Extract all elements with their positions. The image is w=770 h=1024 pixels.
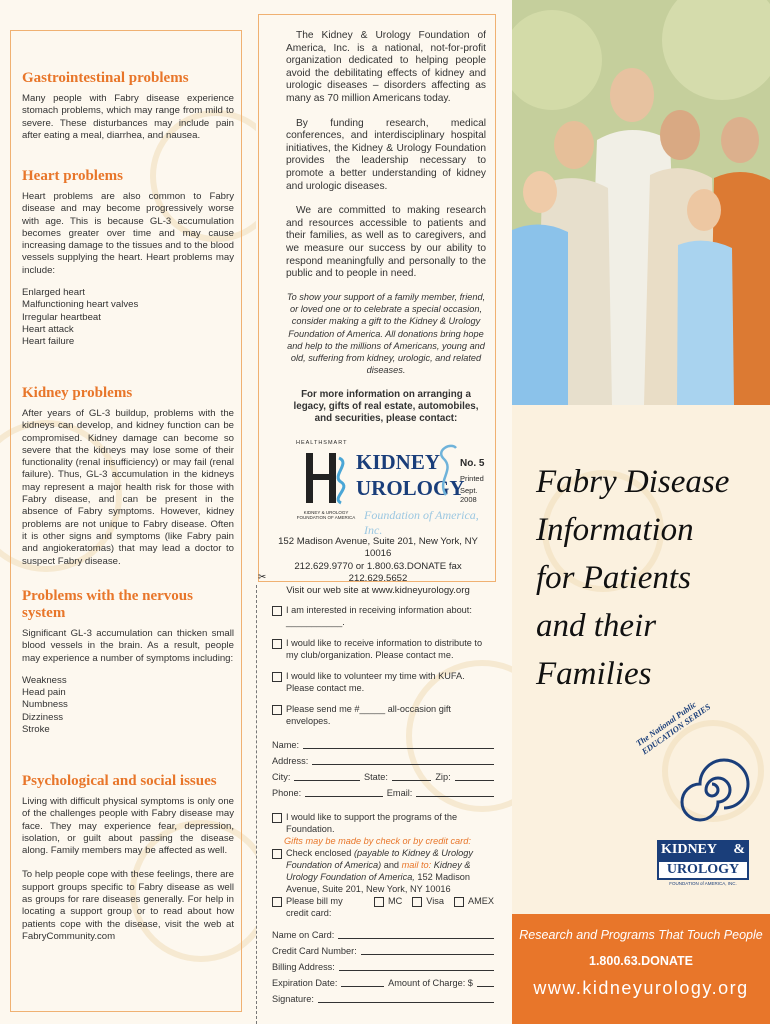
symptom-list (22, 675, 234, 736)
field-label: Amount of Charge: $ (388, 978, 473, 988)
list-item: Dizziness (22, 711, 64, 723)
section-heart (22, 168, 234, 349)
scissors-icon: ✂ (258, 572, 267, 583)
intro-paragraph: The Kidney & Urology Foundation of America, Inc. is a national, not-for-profit organization dedicated to helping people avoid the debilitating effects of kidney and urologic diseases – disorders affecting as many as 70 million Americans today. (286, 30, 486, 104)
donate-phone: 1.800.63.DONATE (589, 954, 693, 968)
visa-label: Visa (426, 896, 444, 906)
logo-kidney-bar (657, 840, 749, 860)
tagline: Research and Programs That Touch People (519, 928, 763, 942)
logo-amp: & (733, 842, 745, 857)
checkbox-label: Please send me #_____ all-occasion gift envelopes. (286, 704, 451, 726)
signature-field[interactable] (272, 993, 494, 1005)
form-checkbox-row[interactable] (272, 604, 494, 628)
contact-fields (272, 739, 494, 799)
list-item: Heart attack (22, 323, 74, 335)
checkbox[interactable] (272, 672, 282, 682)
field-label: Name on Card: (272, 930, 335, 940)
middle-panel (256, 0, 512, 1024)
field-label: Phone: (272, 788, 302, 798)
checkbox-label: I would like to volunteer my time with KUFA. Please contact me. (286, 671, 465, 693)
field-label: Credit Card Number: (272, 946, 357, 956)
checkbox[interactable] (272, 705, 282, 715)
address-field[interactable] (272, 755, 494, 767)
family-photo (512, 0, 770, 405)
section-text: Many people with Fabry disease experience stomach problems, which may range from mild to severe. These disturbances may include pain after eating a meal, diarrhea, and nausea. (22, 93, 234, 141)
phone-email-field[interactable] (272, 787, 494, 799)
section-kidney (22, 385, 234, 568)
section-heading: Psychological and social issues (22, 773, 217, 789)
check-enclosed-text (286, 847, 494, 895)
healthsmart-h-icon (301, 448, 351, 508)
logo-kidney: KIDNEY (661, 842, 718, 857)
perforation-line (256, 585, 258, 1024)
form-checkbox-row[interactable] (272, 703, 494, 727)
title-line: for Patients (536, 560, 691, 596)
legacy-note: For more information on arranging a legacy, gifts of real estate, automobiles, and securities, please contact: (293, 388, 479, 425)
list-item: Irregular heartbeat (22, 311, 101, 323)
section-gastro (22, 70, 234, 142)
section-heading: Gastrointestinal problems (22, 70, 189, 86)
form-checkbox-row[interactable] (272, 670, 494, 694)
family-photo-icon (512, 0, 770, 405)
logo-urology: UROLOGY (657, 860, 749, 880)
field-label: Expiration Date: (272, 978, 338, 988)
printed-date: Sept. 2008 (460, 486, 478, 504)
list-item: Heart failure (22, 336, 75, 348)
check-label: Check enclosed (286, 848, 354, 858)
section-text: To help people cope with these feelings, there are support groups specific to Fabry disease as well as groups for rare diseases generally. For help in locating a support group or to read about how patients cope with the disease, visit the web at FabryCommunity.com (22, 869, 234, 942)
card-name-field[interactable] (272, 929, 494, 941)
title-line: Fabry Disease (536, 464, 730, 500)
list-item: Stroke (22, 724, 50, 736)
logo-small-text: KIDNEY & UROLOGY FOUNDATION OF AMERICA (296, 510, 356, 520)
form-checkbox-row[interactable] (272, 637, 494, 661)
swirl-logo-icon (431, 440, 461, 500)
intro-paragraph: By funding research, medical conferences, and interdisciplinary hospital initiatives, the Kidney & Urology Foundation provides the leadership necessary to promote a better understanding of kidney and urologic diseases. (286, 117, 486, 192)
input-line[interactable] (294, 771, 360, 781)
checkbox-label: I am interested in receiving information about: ___________. (286, 605, 472, 627)
section-text: Living with difficult physical symptoms is only one of the challenges people with Fabry disease may face. They may experience fear, depression, isolation, or guilt about passing the disease along. Family members may be affected as well. (22, 796, 234, 857)
list-item: Head pain (22, 687, 66, 699)
input-line[interactable] (338, 929, 494, 939)
section-text: Heart problems are also common to Fabry disease and may become progressively worse with age. This is because GL-3 accumulation becomes greater over time and may cause increasing damage to the tissues and to the blood vessels supplying the heart. Heart problems may include: (22, 191, 234, 276)
checkbox[interactable] (374, 897, 384, 907)
checkbox[interactable] (412, 897, 422, 907)
kidney-urology-logo (657, 840, 749, 886)
contact-address: 152 Madison Avenue, Suite 201, New York, NY 10016 (278, 536, 478, 560)
printed-label: Printed (460, 474, 484, 483)
checkbox[interactable] (272, 849, 282, 859)
issue-number: No. 5 (460, 458, 485, 469)
section-psych (22, 773, 234, 943)
field-label: State: (363, 772, 388, 782)
section-heading: Kidney problems (22, 385, 133, 401)
checkbox[interactable] (272, 813, 282, 823)
section-nervous (22, 588, 234, 736)
section-heading: Problems with the nervous system (22, 588, 193, 621)
foundation-intro (286, 30, 486, 426)
checkbox[interactable] (272, 606, 282, 616)
section-text: After years of GL-3 buildup, problems with the kidneys can develop, and kidney function can be compromised. Kidney damage can become so severe that the kidneys may lose some of their functionality (renal insufficiency) or may fail (renal failure). Thus, GL-3 accumulation in the kidneys may represent a major health risk for those with Fabry disease, and can be present in the absence of Fabry symptoms. However, kidney problems are not unique to Fabry disease. Often it is other signs and symptoms (like Fabry pain and angiokeratomas) that may lead a doctor to suspect Fabry disease. (22, 408, 234, 567)
city-state-zip-field[interactable] (272, 771, 494, 783)
connector-text: and (381, 860, 402, 870)
title-line: Families (536, 656, 652, 692)
logo-foundation: FOUNDATION of AMERICA, INC. (669, 881, 737, 886)
input-line[interactable] (305, 787, 383, 797)
series-label: The National Public EDUCATION SERIES (634, 699, 713, 757)
input-line[interactable] (477, 977, 494, 987)
checkbox[interactable] (272, 639, 282, 649)
name-field[interactable] (272, 739, 494, 751)
checkbox[interactable] (272, 897, 282, 907)
input-line[interactable] (455, 771, 494, 781)
input-line[interactable] (312, 755, 494, 765)
left-panel (0, 0, 256, 1024)
contact-phone: 212.629.9770 or 1.800.63.DONATE fax 212.629.5652 (294, 560, 462, 584)
payable-note: (payable to Kidney & Urology Foundation of America) (286, 848, 473, 870)
contact-block (274, 536, 482, 597)
card-fields (272, 929, 494, 1005)
spiral-icon (662, 740, 762, 840)
kufa-logo-block (296, 440, 496, 537)
mail-to-label: mail to: (401, 860, 432, 870)
list-item: Malfunctioning heart valves (22, 299, 139, 311)
amex-label: AMEX (467, 896, 494, 906)
field-label: Zip: (435, 772, 451, 782)
symptom-list (22, 287, 234, 348)
intro-paragraph: We are committed to making research and resources accessible to patients and their families, as well as to caregivers, and we measure our success by our ability to respond meaningfully and personally to the public and to people in need. (286, 205, 486, 280)
credit-card-row (272, 895, 494, 919)
right-panel (512, 0, 770, 1024)
list-item: Numbness (22, 699, 68, 711)
footer-website[interactable]: www.kidneyurology.org (533, 978, 749, 998)
section-text: Significant GL-3 accumulation can thicken small blood vessels in the brain. As a result, people may experience a number of symptoms including: (22, 628, 234, 664)
logo-kidney: KIDNEY (356, 450, 441, 474)
title-line: Information (536, 512, 694, 548)
title-line: and their (536, 608, 657, 644)
field-label: City: (272, 772, 291, 782)
field-label: Billing Address: (272, 962, 335, 972)
education-series-badge (634, 699, 762, 840)
card-number-field[interactable] (272, 945, 494, 957)
billing-address-field[interactable] (272, 961, 494, 973)
check-enclosed-row[interactable] (272, 847, 494, 895)
input-line[interactable] (392, 771, 431, 781)
logo-urology: UROLOGY (356, 476, 465, 500)
input-line[interactable] (339, 961, 494, 971)
field-label: Address: (272, 756, 309, 766)
input-line[interactable] (361, 945, 494, 955)
support-checkbox-row[interactable] (272, 811, 494, 835)
expiration-amount-field[interactable] (272, 977, 494, 989)
field-label: Email: (386, 788, 413, 798)
contact-web: Visit our web site at www.kidneyurology.org (286, 585, 470, 597)
gifts-note: Gifts may be made by check or by credit card: (284, 836, 471, 846)
brochure-title (536, 458, 756, 698)
mail-address: 152 Madison Avenue, Suite 201, New York, NY 10016 (286, 872, 471, 894)
list-item: Weakness (22, 674, 67, 686)
field-label: Name: (272, 740, 300, 750)
input-line[interactable] (341, 977, 384, 987)
footer-band (512, 914, 770, 1024)
field-label: Signature: (272, 994, 314, 1004)
list-item: Enlarged heart (22, 287, 85, 299)
checkbox-label: I would like to support the programs of the Foundation. (286, 812, 458, 834)
checkbox-label: I would like to receive information to distribute to my club/organization. Please contact me. (286, 638, 483, 660)
mc-label: MC (387, 896, 403, 906)
gift-note: To show your support of a family member, friend, or loved one or to celebrate a special occasion, consider making a gift to the Kidney & Urology Foundation of America. All donations bring hope and help to the millions of Americans, young and old, suffering from kidney, urologic, and related diseases. (286, 291, 486, 376)
checkbox[interactable] (454, 897, 464, 907)
logo-foundation-script: Foundation of America, Inc. (364, 508, 479, 537)
healthsmart-label: HEALTHSMART (296, 440, 348, 446)
checkbox-label: Please bill my credit card: (286, 896, 343, 918)
section-heading: Heart problems (22, 168, 123, 184)
input-line[interactable] (318, 993, 494, 1003)
input-line[interactable] (416, 787, 494, 797)
input-line[interactable] (303, 739, 494, 749)
mail-recipient: Kidney & Urology Foundation of America, (286, 860, 471, 882)
donation-form (272, 604, 494, 1005)
